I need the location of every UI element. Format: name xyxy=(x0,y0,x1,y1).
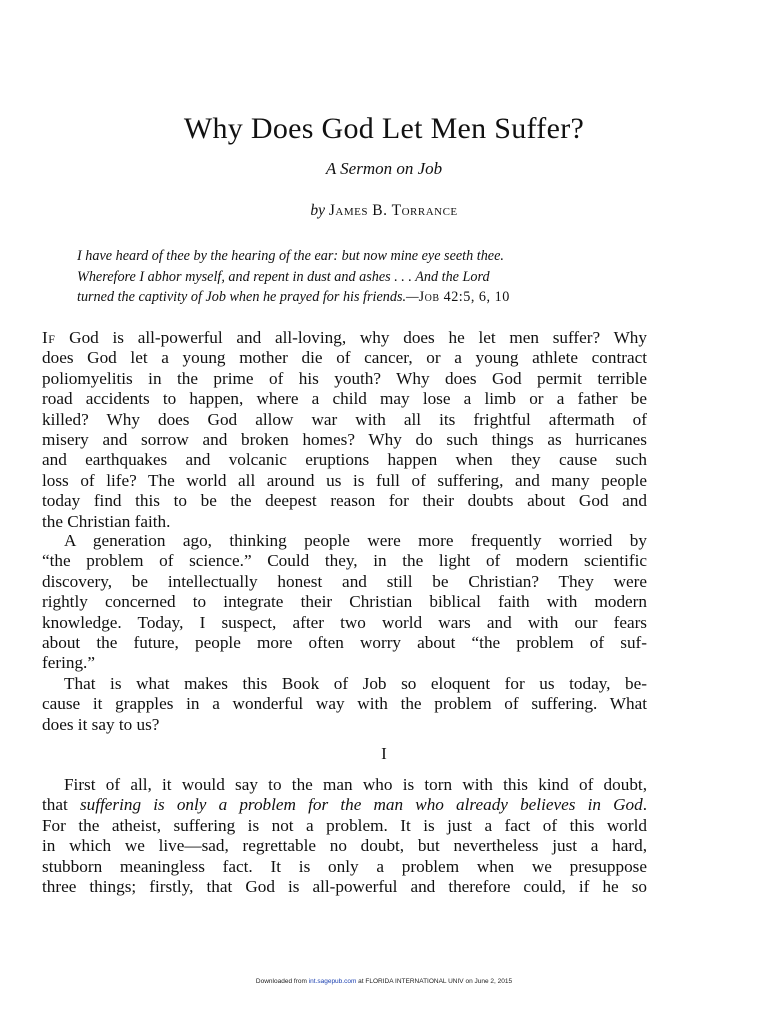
text-line: For the atheist, suffering is not a problem. It is just a fact of this world xyxy=(42,815,647,835)
footer-suffix: at FLORIDA INTERNATIONAL UNIV on June 2, 2015 xyxy=(356,978,513,985)
text-line: First of all, it would say to the man who is torn with this kind of doubt, xyxy=(64,775,647,794)
text-line: the Christian faith. xyxy=(42,511,171,531)
text-line: rightly concerned to integrate their Christian biblical faith with modern xyxy=(42,592,647,612)
epigraph-line-text: turned the captivity of Job when he prayed for his friends.— xyxy=(77,289,419,305)
text-line: loss of life? The world all around us is full of suffering, and many people xyxy=(42,470,647,490)
text-line: A generation ago, thinking people were more frequently worried by xyxy=(64,531,647,550)
author-name: James B. Torrance xyxy=(328,202,458,219)
text-line: knowledge. Today, I suspect, after two world wars and with our fears xyxy=(42,612,647,632)
emphasized-text: suffering is only a problem for the man who already believes in God xyxy=(79,795,643,815)
paragraph-1 xyxy=(42,328,647,532)
paragraph-3 xyxy=(42,674,647,735)
text-line: today find this to be the deepest reason for their doubts about God and xyxy=(42,491,647,511)
text-line: and earthquakes and volcanic eruptions happen when they cause such xyxy=(42,450,647,470)
text-line: cause it grapples in a wonderful way with the problem of suffering. What xyxy=(42,694,647,714)
text-line: misery and sorrow and broken homes? Why do such things as hurricanes xyxy=(42,430,647,450)
section-number: I xyxy=(381,744,387,763)
paragraph-4 xyxy=(42,775,647,897)
epigraph-line: Wherefore I abhor myself, and repent in dust and ashes . . . And the Lord xyxy=(77,268,490,285)
text-line: does it say to us? xyxy=(42,714,160,734)
byline xyxy=(0,202,768,220)
text-line-prefix: that xyxy=(42,795,80,815)
text-line xyxy=(42,328,647,348)
article-title: Why Does God Let Men Suffer? xyxy=(183,112,585,145)
text-line: poliomyelitis in the prime of his youth? Why does God permit terrible xyxy=(42,368,647,388)
text-line: That is what makes this Book of Job so eloquent for us today, be- xyxy=(64,674,647,693)
text-line: road accidents to happen, where a child may lose a limb or a father be xyxy=(42,389,647,409)
text-line: fering.” xyxy=(42,653,95,673)
download-footer xyxy=(0,978,768,985)
publisher-link[interactable]: int.sagepub.com xyxy=(308,978,357,985)
text-line: three things; firstly, that God is all-powerful and therefore could, if he so xyxy=(42,877,647,897)
drop-word: If xyxy=(42,328,56,347)
byline-prefix: by xyxy=(310,202,325,219)
text-line: “the problem of science.” Could they, in the light of modern scientific xyxy=(42,551,647,571)
text-line: stubborn meaningless fact. It is only a problem when we presuppose xyxy=(42,856,647,876)
text-line: discovery, be intellectually honest and still be Christian? They were xyxy=(42,571,647,591)
text-line xyxy=(42,795,647,815)
text-line: does God let a young mother die of cancer, or a young athlete contract xyxy=(42,348,647,368)
paragraph-2 xyxy=(42,531,647,674)
text-line: in which we live—sad, regrettable no doubt, but nevertheless just a hard, xyxy=(42,836,647,856)
scripture-reference: Job 42:5, 6, 10 xyxy=(418,289,510,305)
text-line: killed? Why does God allow war with all its frightful aftermath of xyxy=(42,409,647,429)
epigraph-line: I have heard of thee by the hearing of the ear: but now mine eye seeth thee. xyxy=(77,248,504,264)
epigraph xyxy=(77,246,647,308)
footer-prefix: Downloaded from xyxy=(255,978,309,985)
article-subtitle: A Sermon on Job xyxy=(325,159,443,178)
text-line-suffix: . xyxy=(642,795,647,815)
text-line: about the future, people more often worry about “the problem of suf- xyxy=(42,633,647,653)
text-line-rest: God is all-powerful and all-loving, why does he let men suffer? Why xyxy=(55,328,647,347)
epigraph-line xyxy=(77,287,647,308)
